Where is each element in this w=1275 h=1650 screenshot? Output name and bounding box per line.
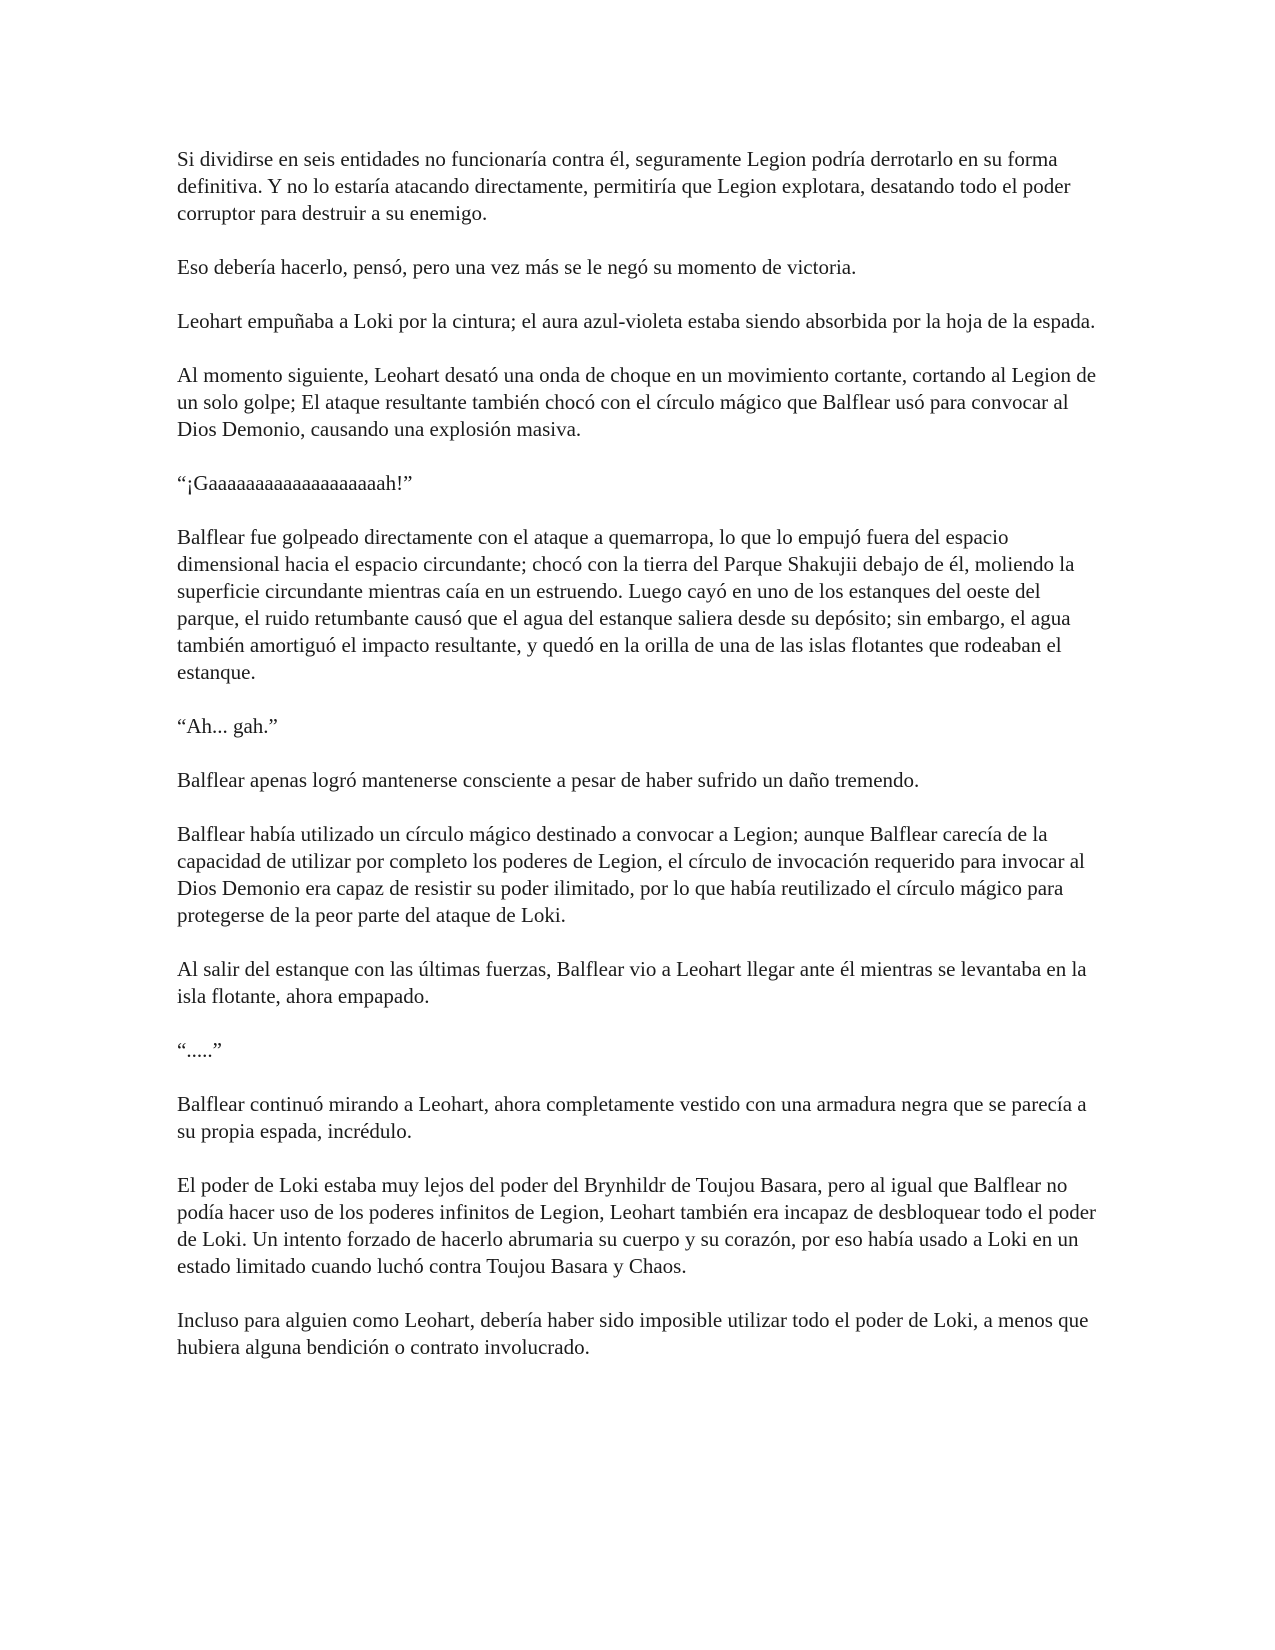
paragraph: Eso debería hacerlo, pensó, pero una vez más se le negó su momento de victoria. [177,255,857,279]
paragraph: Balflear fue golpeado directamente con el ataque a quemarropa, lo que lo empujó fuera del espacio dimensional hacia el espacio circundante; chocó con la tierra del Parque Shakujii debajo de él, moliendo la superficie circundante mientras caía en un estruendo. Luego cayó en uno de los estanques del oeste del parque, el ruido retumbante causó que el agua del estanque saliera desde su depósito; sin embargo, el agua también amortiguó el impacto resultante, y quedó en la orilla de una de las islas flotantes que rodeaban el estanque. [177,525,1075,684]
dialogue-line: “Ah... gah.” [177,714,278,738]
paragraph: Al salir del estanque con las últimas fuerzas, Balflear vio a Leohart llegar ante él mientras se levantaba en la isla flotante, ahora empapado. [177,957,1087,1008]
dialogue-line: “.....” [177,1038,222,1062]
paragraph: Balflear continuó mirando a Leohart, ahora completamente vestido con una armadura negra que se parecía a su propia espada, incrédulo. [177,1092,1087,1143]
paragraph: Incluso para alguien como Leohart, debería haber sido imposible utilizar todo el poder de Loki, a menos que hubiera alguna bendición o contrato involucrado. [177,1308,1089,1359]
paragraph: Balflear había utilizado un círculo mágico destinado a convocar a Legion; aunque Balflear carecía de la capacidad de utilizar por completo los poderes de Legion, el círculo de invocación requerido para invocar al Dios Demonio era capaz de resistir su poder ilimitado, por lo que había reutilizado el círculo mágico para protegerse de la peor parte del ataque de Loki. [177,822,1085,927]
paragraph: El poder de Loki estaba muy lejos del poder del Brynhildr de Toujou Basara, pero al igual que Balflear no podía hacer uso de los poderes infinitos de Legion, Leohart también era incapaz de desbloquear todo el poder de Loki. Un intento forzado de hacerlo abrumaria su cuerpo y su corazón, por eso había usado a Loki en un estado limitado cuando luchó contra Toujou Basara y Chaos. [177,1173,1097,1278]
paragraph: Al momento siguiente, Leohart desató una onda de choque en un movimiento cortante, cortando al Legion de un solo golpe; El ataque resultante también chocó con el círculo mágico que Balflear usó para convocar al Dios Demonio, causando una explosión masiva. [177,363,1097,441]
paragraph: Si dividirse en seis entidades no funcionaría contra él, seguramente Legion podría derrotarlo en su forma definitiva. Y no lo estaría atacando directamente, permitiría que Legion explotara, desatando todo el poder corruptor para destruir a su enemigo. [177,147,1071,225]
paragraph: Balflear apenas logró mantenerse consciente a pesar de haber sufrido un daño tremendo. [177,768,920,792]
paragraph: Leohart empuñaba a Loki por la cintura; el aura azul-violeta estaba siendo absorbida por la hoja de la espada. [177,309,1096,333]
document-body [177,146,1107,1388]
dialogue-line: “¡Gaaaaaaaaaaaaaaaaaaah!” [177,471,413,495]
